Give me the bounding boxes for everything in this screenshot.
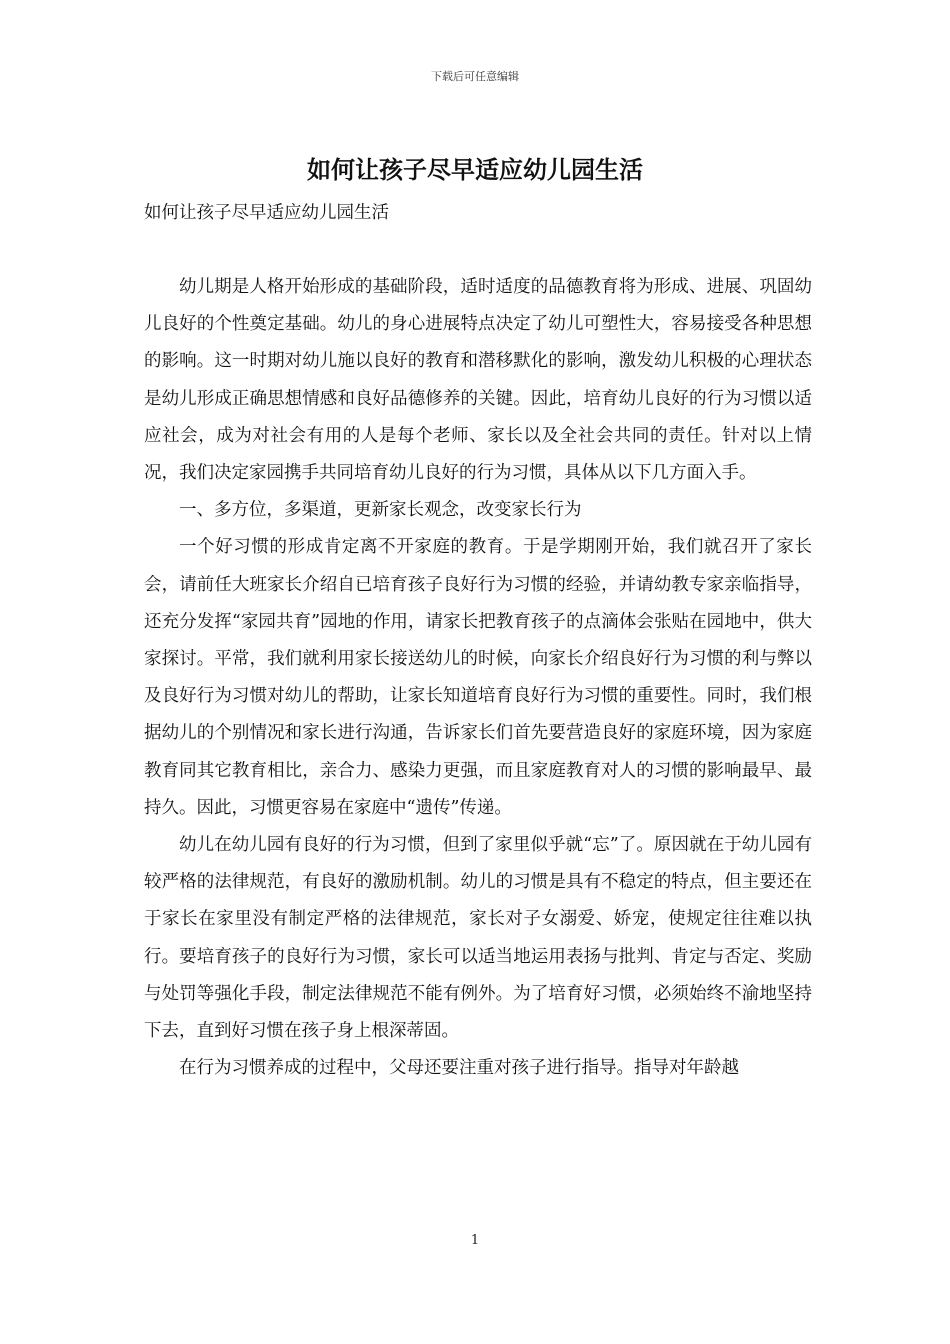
- document-body: [144, 269, 812, 1087]
- paragraph-intro: 幼儿期是人格开始形成的基础阶段，适时适度的品德教育将为形成、进展、巩固幼儿良好的个性奠定基础。幼儿的身心进展特点决定了幼儿可塑性大，容易接受各种思想的影响。这一时期对幼儿施以良好的教育和潜移默化的影响，激发幼儿积极的心理状态是幼儿形成正确思想情感和良好品德修养的关键。因此，培育幼儿良好的行为习惯以适应社会，成为对社会有用的人是每个老师、家长以及全社会共同的责任。针对以上情况，我们决定家园携手共同培育幼儿良好的行为习惯，具体从以下几方面入手。: [144, 277, 812, 484]
- document-subtitle: 如何让孩子尽早适应幼儿园生活: [144, 203, 389, 223]
- section-heading-1: 一、多方位，多渠道，更新家长观念，改变家长行为: [179, 500, 582, 521]
- document-title: 如何让孩子尽早适应幼儿园生活: [307, 155, 643, 184]
- page-number: 1: [470, 1233, 480, 1248]
- paragraph-guidance: 在行为习惯养成的过程中，父母还要注重对孩子进行指导。指导对年龄越: [179, 1058, 739, 1079]
- header-note: 下载后可任意编辑: [431, 70, 519, 83]
- paragraph-family-education: 一个好习惯的形成肯定离不开家庭的教育。于是学期刚开始，我们就召开了家长会，请前任大班家长介绍自已培育孩子良好行为习惯的经验，并请幼教专家亲临指导，还充分发挥“家园共育”园地的作用，请家长把教育孩子的点滴体会张贴在园地中，供大家探讨。平常，我们就利用家长接送幼儿的时候，向家长介绍良好行为习惯的利与弊以及良好行为习惯对幼儿的帮助，让家长知道培育良好行为习惯的重要性。同时，我们根据幼儿的个别情况和家长进行沟通，告诉家长们首先要营造良好的家庭环境，因为家庭教育同其它教育相比，亲合力、感染力更强，而且家庭教育对人的习惯的影响最早、最持久。因此，习惯更容易在家庭中“遗传”传递。: [144, 537, 812, 818]
- paragraph-rules-at-home: 幼儿在幼儿园有良好的行为习惯，但到了家里似乎就“忘”了。原因就在于幼儿园有较严格的法律规范，有良好的激励机制。幼儿的习惯是具有不稳定的特点，但主要还在于家长在家里没有制定严格的法律规范，家长对子女溺爱、娇宠，使规定往往难以执行。要培育孩子的良好行为习惯，家长可以适当地运用表扬与批判、肯定与否定、奖励与处罚等强化手段，制定法律规范不能有例外。为了培育好习惯，必须始终不渝地坚持下去，直到好习惯在孩子身上根深蒂固。: [144, 835, 812, 1042]
